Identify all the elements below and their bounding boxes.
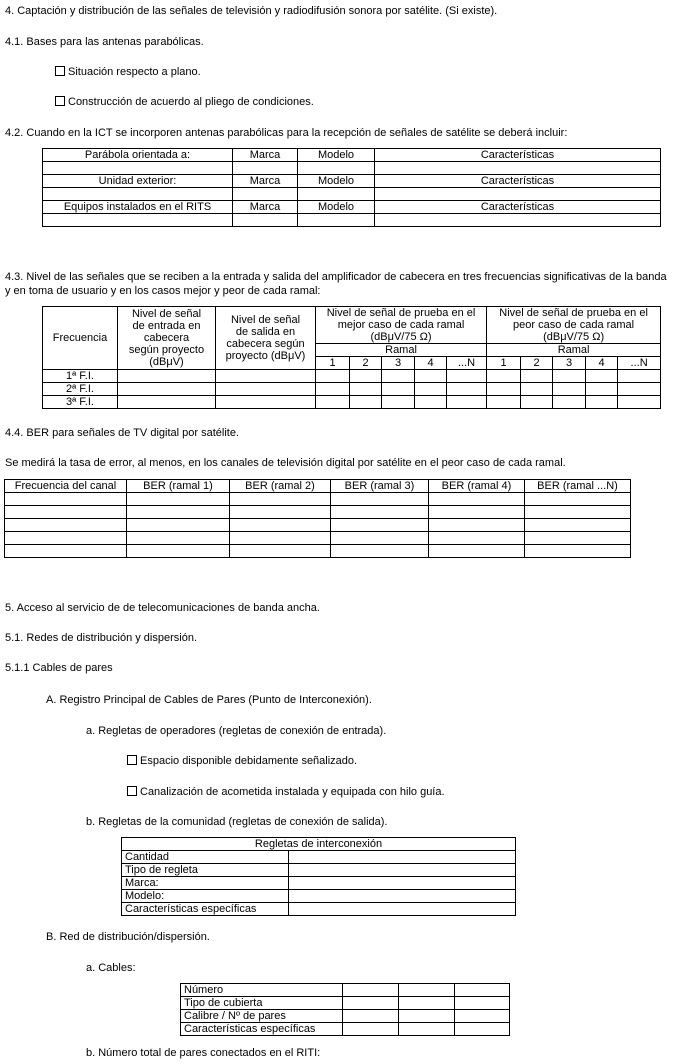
section-5-title: 5. Acceso al servicio de de telecomunicaciones de banda ancha. [5,602,320,614]
ramal-num: 1 [487,357,521,370]
checkbox-item-construccion[interactable]: Construcción de acuerdo al pliego de condiciones. [55,96,314,109]
table-header: Regletas de interconexión [122,838,516,851]
table-row [122,864,516,877]
item-a-title: a. Regletas de operadores (regletas de conexión de entrada). [86,725,387,737]
section-5-1-title: 5.1. Redes de distribución y dispersión. [5,632,197,644]
row-label: Modelo: [122,890,289,903]
table-header: BER (ramal 1) [127,480,230,493]
table-row [5,493,631,506]
ramal-num: 1 [316,357,350,370]
table-row [5,545,631,558]
table-row [43,396,661,409]
signal-level-table [42,306,661,409]
table-cell: Equipos instalados en el RITS [43,201,233,214]
table-row [122,903,516,916]
row-label: Tipo de regleta [122,864,289,877]
table-row [5,532,631,545]
regletas-table [121,837,516,916]
table-row [122,877,516,890]
section-4-4-title: 4.4. BER para señales de TV digital por satélite. [5,427,239,439]
ramal-num: 2 [521,357,553,370]
section-5-1-1-title: 5.1.1 Cables de pares [5,662,113,674]
checkbox-item-espacio[interactable]: Espacio disponible debidamente señalizado. [127,755,357,768]
table-cell: Marca [233,175,298,188]
row-label: Cantidad [122,851,289,864]
table-row [43,201,661,214]
header-frecuencia: Frecuencia [43,307,118,370]
row-label: Tipo de cubierta [181,997,343,1010]
header-peor: Nivel de señal de prueba en el peor caso de cada ramal (dBμV/75 Ω) [487,307,661,344]
row-label: Características específicas [122,903,289,916]
item-B-title: B. Red de distribución/dispersión. [46,931,210,943]
header-mejor: Nivel de señal de prueba en el mejor caso de cada ramal (dBμV/75 Ω) [316,307,487,344]
ramal-num: ...N [447,357,487,370]
header-entrada: Nivel de señal de entrada en cabecera según proyecto (dBμV) [118,307,216,370]
table-cell: Modelo [298,149,375,162]
section-4-3-title-line2: y en toma de usuario y en los casos mejor y peor de cada ramal: [5,285,321,297]
item-b-title: b. Regletas de la comunidad (regletas de conexión de salida). [86,816,388,828]
ramal-num: 4 [415,357,447,370]
table-row [181,1023,510,1036]
table-row [181,984,510,997]
row-label: 3ª F.I. [43,396,118,409]
table-row [43,383,661,396]
header-ramal-mejor: Ramal [316,344,487,357]
row-label: 1ª F.I. [43,370,118,383]
section-4-1-title: 4.1. Bases para las antenas parabólicas. [5,36,204,48]
table-cell: Modelo [298,201,375,214]
table-row [43,188,661,201]
row-label: 2ª F.I. [43,383,118,396]
table-header: BER (ramal ...N) [525,480,631,493]
checkbox-icon[interactable] [55,96,65,106]
checkbox-item-situacion[interactable]: Situación respecto a plano. [55,66,201,79]
row-label: Número [181,984,343,997]
table-header: BER (ramal 3) [331,480,429,493]
table-header: BER (ramal 4) [429,480,525,493]
table-row [5,506,631,519]
row-label: Características específicas [181,1023,343,1036]
section-4-2-title: 4.2. Cuando en la ICT se incorporen antenas parabólicas para la recepción de señales de satélite se deberá incluir: [5,127,568,139]
ramal-num: 3 [382,357,415,370]
header-ramal-peor: Ramal [487,344,661,357]
table-cell: Marca [233,201,298,214]
table-row [43,370,661,383]
cables-table [180,983,510,1036]
table-row [122,890,516,903]
table-cell: Características [375,149,661,162]
table-row [43,175,661,188]
table-cell: Marca [233,149,298,162]
table-cell: Modelo [298,175,375,188]
item-Bb-title: b. Número total de pares conectados en el RITI: [86,1047,321,1059]
table-row [43,149,661,162]
item-Ba-title: a. Cables: [86,962,136,974]
header-salida: Nivel de señal de salida en cabecera según proyecto (dBμV) [216,307,316,370]
table-row [5,519,631,532]
table-cell: Parábola orientada a: [43,149,233,162]
table-cell: Unidad exterior: [43,175,233,188]
table-header: Frecuencia del canal [5,480,127,493]
row-label: Marca: [122,877,289,890]
ramal-num: ...N [618,357,661,370]
section-4-3-title-line1: 4.3. Nivel de las señales que se reciben a la entrada y salida del amplificador de cabecera en tres frecuencias significativas de la banda [5,271,667,283]
section-4-4-text: Se medirá la tasa de error, al menos, en los canales de televisión digital por satélite en el peor caso de cada ramal. [5,457,566,469]
ramal-num: 2 [350,357,382,370]
ramal-num: 3 [553,357,586,370]
parabola-table [42,148,661,227]
checkbox-icon[interactable] [55,66,65,76]
table-cell: Características [375,175,661,188]
table-cell: Características [375,201,661,214]
item-A-title: A. Registro Principal de Cables de Pares (Punto de Interconexión). [46,694,372,706]
section-4-title: 4. Captación y distribución de las señales de televisión y radiodifusión sonora por satélite. (Si existe). [5,5,498,17]
table-header-row [5,480,631,493]
checkbox-icon[interactable] [127,755,137,765]
table-row [181,1010,510,1023]
checkbox-icon[interactable] [127,786,137,796]
checkbox-item-canalizacion[interactable]: Canalización de acometida instalada y equipada con hilo guía. [127,786,445,799]
table-row [122,851,516,864]
table-row [181,997,510,1010]
ber-table [4,479,631,558]
row-label: Calibre / Nº de pares [181,1010,343,1023]
ramal-num: 4 [586,357,618,370]
table-row [43,162,661,175]
table-header: BER (ramal 2) [230,480,331,493]
table-row [43,214,661,227]
